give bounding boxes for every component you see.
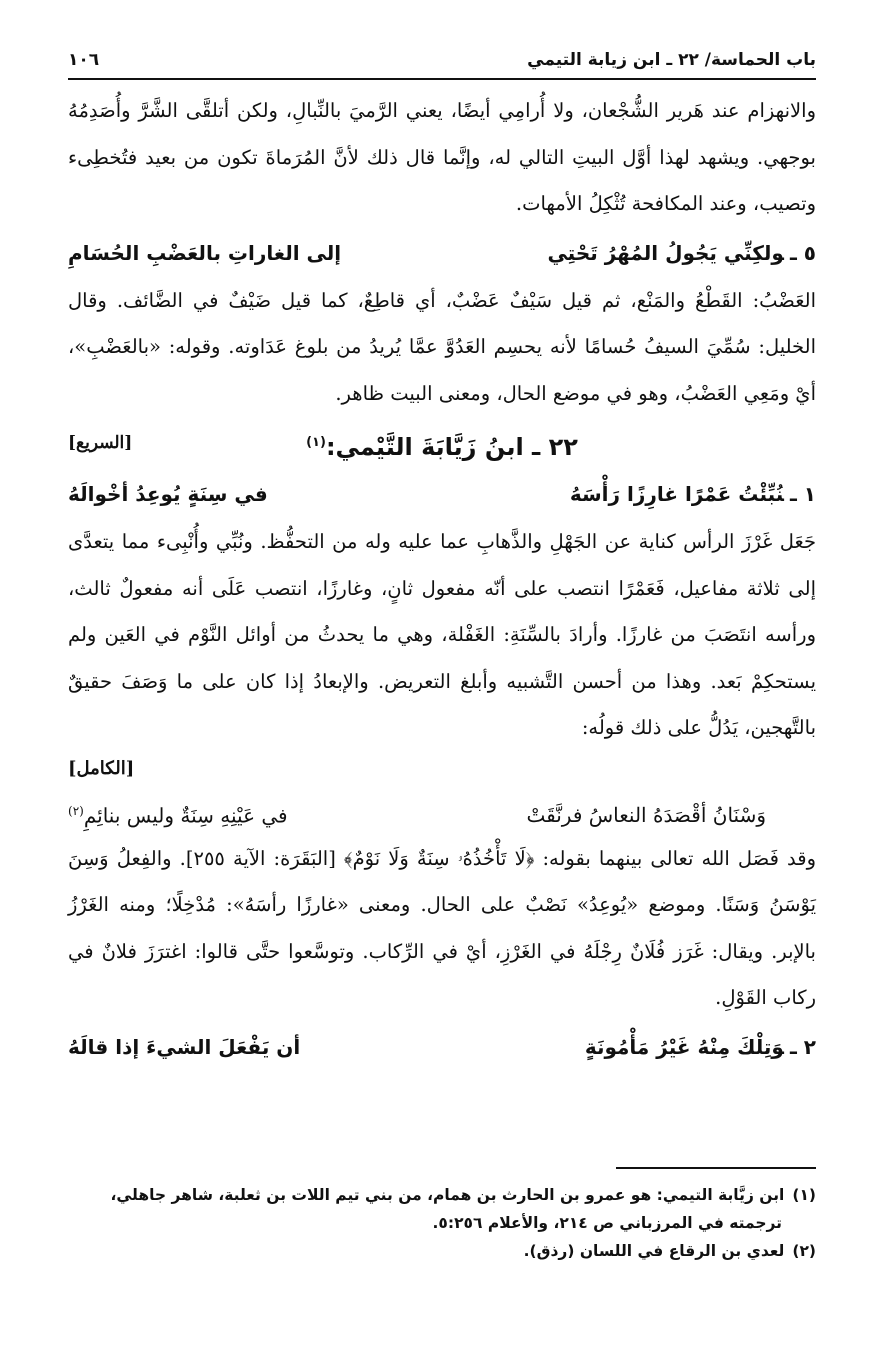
footnote-ref-2: (٢) <box>68 803 84 818</box>
verse-5-hemistich-1: ٥ ـولكِنِّي يَجُولُ المُهْرُ تَحْتِي <box>547 240 816 265</box>
meter-label: [السريع] <box>68 433 133 453</box>
quoted-verse <box>68 786 816 836</box>
verse-2-hemistich-1: ٢ ـوَتِلْكَ مِنْهُ غَيْرُ مَأْمُونَةٍ <box>584 1034 816 1059</box>
footnote-divider <box>616 1167 816 1169</box>
footnotes <box>68 1167 816 1265</box>
footnote-2 <box>68 1237 816 1265</box>
verse-2 <box>68 1022 816 1072</box>
verse-5-number: ٥ ـ <box>789 240 816 265</box>
footnote-2-mark: (٢) <box>792 1242 816 1260</box>
footnote-ref-1: (١) <box>306 435 326 450</box>
page-number: ١٠٦ <box>68 50 100 70</box>
verse-1-commentary: جَعَل غَرْزَ الرأس كناية عن الجَهْلِ والذَّهابِ عما عليه وله من التحفُّظ. ونُبِّي وأُنْبِىء مما يتعدَّى إلى ثلاثة مفاعيل، فَعَمْرًا انتصب على أنّه مفعول ثانٍ، وغارزًا، انتصب عَلَى أنه مفعولٌ ثالث، ورأسه انتَصَبَ من غارزًا. وأرادَ بالسِّنَةِ: الغَفْلة، وهي ما يحدثُ من أوائل النَّوْم في العَين ولم يستحكِمْ بَعد. وهذا من أحسن التَّشبيه وأبلغ التعريض. والإبعادُ إذا كان على ما وَصَفَ حقيقٌ بالتَّهجين، يَدُلُّ على ذلك قولُه: <box>68 530 816 739</box>
verse-5 <box>68 228 816 278</box>
footnote-1-mark: (١) <box>792 1186 816 1204</box>
quoted-verse-hemistich-2: في عَيْنِهِ سِنَةٌ وليس بنائِمِ$^{(٢)}$ <box>68 803 288 828</box>
verse-1-number: ١ ـ <box>789 482 816 506</box>
quran-paragraph: وقد فَصَل الله تعالى بينهما بقوله: ﴿لَا تَأْخُذُهُۥ سِنَةٌ وَلَا نَوْمٌ﴾ [البَقَرَة: الآية ٢٥٥]. والفِعلُ وَسِنَ يَوْسَنُ وَسَنًا. وموضع «يُوعِدُ» نَصْبٌ على الحال. ومعنى «غارزًا رأسَهُ»: مُدْخِلًا؛ ومنه الغَرْزُ بالإبر. ويقال: غَرَز فُلَانٌ رِجْلَهُ في الغَرْزِ، أيْ في الرِّكاب. وتوسَّعوا حتَّى قالوا: اغترَزَ فلانٌ في ركاب القَوْلِ. <box>68 846 816 1009</box>
intro-paragraph: والانهزام عند هَرير الشُّجْعان، ولا أُرامِي أيضًا، يعني الرَّميَ بالنِّبالِ، ولكن أتلقَّى الشَّرَّ وأُصَدِمُهُ بوجهي. ويشهد لهذا أوَّل البيتِ التالي له، وإنَّما قال ذلك لأنَّ المُرَماةَ تكون من بعيد فتُخطِىء وتصيب، وعند المكافحة تُثْكِلُ الأمهات. <box>68 99 816 215</box>
verse-2-number: ٢ ـ <box>789 1034 816 1059</box>
footnote-1 <box>68 1181 816 1237</box>
running-head <box>68 50 816 80</box>
book-page <box>68 50 816 1072</box>
quoted-meter-label: [الكامل] <box>68 757 135 779</box>
verse-1-hemistich-1: ١ ـنُبِّئْتُ عَمْرًا غارِزًا رَأْسَهُ <box>569 482 816 506</box>
section-title: ٢٢ ـ ابنُ زَيَّابَةَ التَّيْمي:$^{(١)}$ <box>306 433 578 461</box>
verse-2-hemistich-2: أن يَفْعَلَ الشيءَ إذا قالَهُ <box>68 1034 301 1059</box>
footnote-1-continuation: ترجمته في المرزباني ص ٢١٤، والأعلام ٥:٢٥٦. <box>432 1214 782 1232</box>
verse-5-commentary: العَضْبُ: القَطْعُ والمَنْع، ثم قيل سَيْفٌ عَضْبٌ، أي قاطِعٌ، كما قيل ضَيْفٌ في الضَّائف. وقال الخليل: سُمِّيَ السيفُ حُسامًا لأنه يحسِم العَدُوَّ عمَّا يُريدُ من بلوغ عَدَاوته. وقوله: «بالعَضْبِ»، أيْ ومَعِي العَضْبُ، وهو في موضع الحال، ومعنى البيت ظاهر. <box>68 288 816 405</box>
verse-1-hemistich-2: في سِنَةٍ يُوعِدُ أخْوالَهُ <box>68 482 268 506</box>
verse-1 <box>68 469 816 519</box>
verse-5-hemistich-2: إلى الغاراتِ بالعَضْبِ الحُسَامِ <box>68 240 342 265</box>
section-heading <box>68 417 816 469</box>
footnote-1-text: ابن زيَّابة التيمي: هو عمرو بن الحارث بن همام، من بني تيم اللات بن ثعلبة، شاهر جاهلي، <box>110 1186 785 1204</box>
quoted-verse-hemistich-1: وَسْنَانُ أقْصَدَهُ النعاسُ فرنَّقَتْ <box>526 803 766 828</box>
footnote-2-text: لعدي بن الرقاع في اللسان (رذق). <box>523 1242 785 1260</box>
running-title: باب الحماسة/ ٢٢ ـ ابن زيابة التيمي <box>527 50 816 70</box>
